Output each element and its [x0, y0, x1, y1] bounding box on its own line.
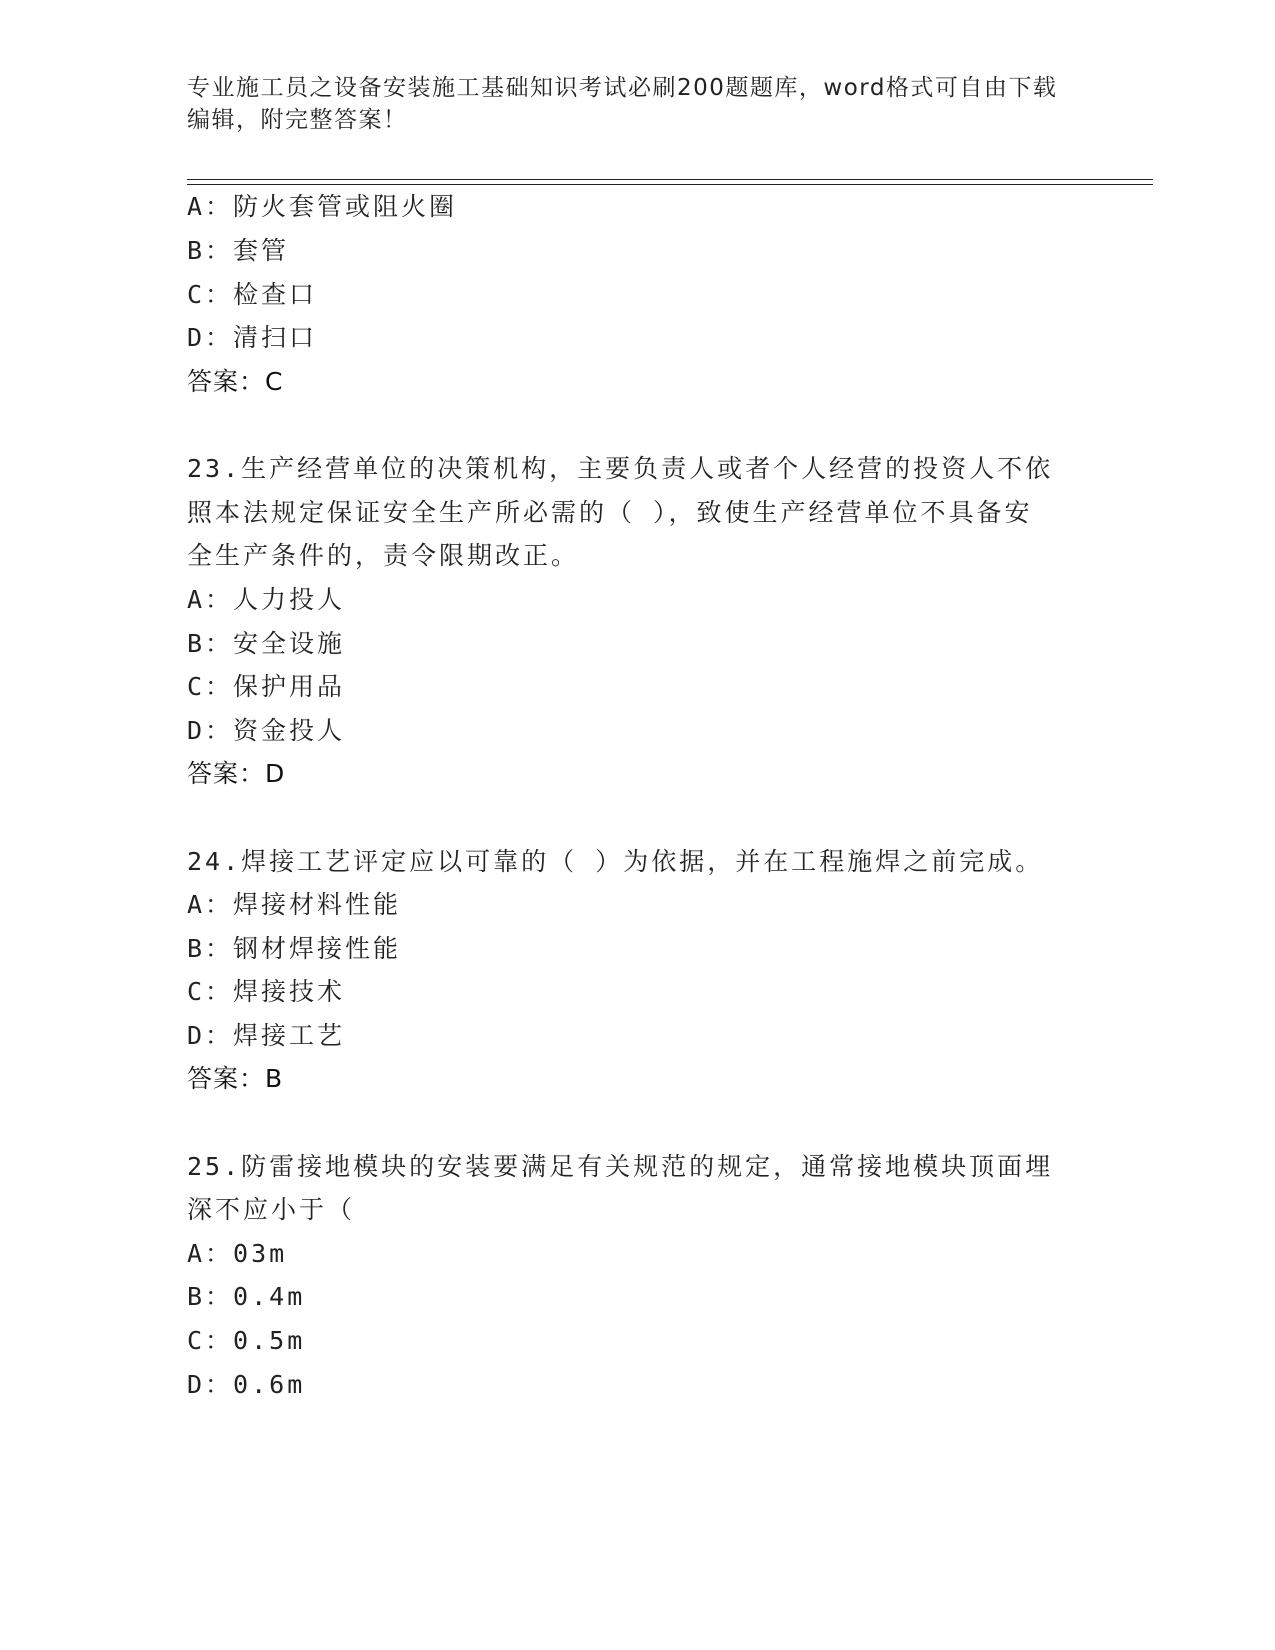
q23-stem-line-3: 全生产条件的，责令限期改正。 [187, 541, 580, 570]
q25-option-b: B：0.4m [187, 1282, 306, 1311]
header-divider-bottom [187, 184, 1153, 185]
q25-stem-line-2: 深不应小于（ [187, 1195, 356, 1224]
q23-stem-line-1: 23.生产经营单位的决策机构，主要负责人或者个人经营的投资人不依 [187, 454, 1054, 483]
q25-stem-line-1: 25.防雷接地模块的安装要满足有关规范的规定，通常接地模块顶面埋 [187, 1152, 1054, 1181]
q22-answer: 答案：C [187, 367, 284, 396]
header-divider-top [187, 179, 1153, 180]
q22-option-c: C：检查口 [187, 280, 318, 309]
q24-answer: 答案：B [187, 1064, 284, 1093]
q24-option-b: B：钢材焊接性能 [187, 934, 402, 963]
q24-option-a: A：焊接材料性能 [187, 890, 402, 919]
q22-option-d: D：清扫口 [187, 323, 318, 352]
q22-option-b: B：套管 [187, 236, 290, 265]
q25-option-c: C：0.5m [187, 1326, 306, 1355]
document-header [187, 72, 1087, 136]
q24-stem-line-1: 24.焊接工艺评定应以可靠的（ ）为依据，并在工程施焊之前完成。 [187, 847, 1044, 876]
q25-option-d: D：0.6m [187, 1370, 306, 1399]
q23-stem-line-2: 照本法规定保证安全生产所必需的（ ），致使生产经营单位不具备安 [187, 498, 1033, 527]
header-line-2: 编辑，附完整答案！ [187, 107, 408, 133]
q22-option-a: A：防火套管或阻火圈 [187, 192, 458, 221]
q25-option-a: A：03m [187, 1239, 288, 1268]
q24-option-d: D：焊接工艺 [187, 1021, 346, 1050]
q23-option-d: D：资金投人 [187, 716, 346, 745]
q23-option-c: C：保护用品 [187, 672, 346, 701]
q24-option-c: C：焊接技术 [187, 977, 346, 1006]
q23-option-a: A：人力投人 [187, 585, 346, 614]
q23-option-b: B：安全设施 [187, 629, 346, 658]
header-line-1: 专业施工员之设备安装施工基础知识考试必刷200题题库，word格式可自由下载 [187, 75, 1058, 101]
q23-answer: 答案：D [187, 759, 286, 788]
